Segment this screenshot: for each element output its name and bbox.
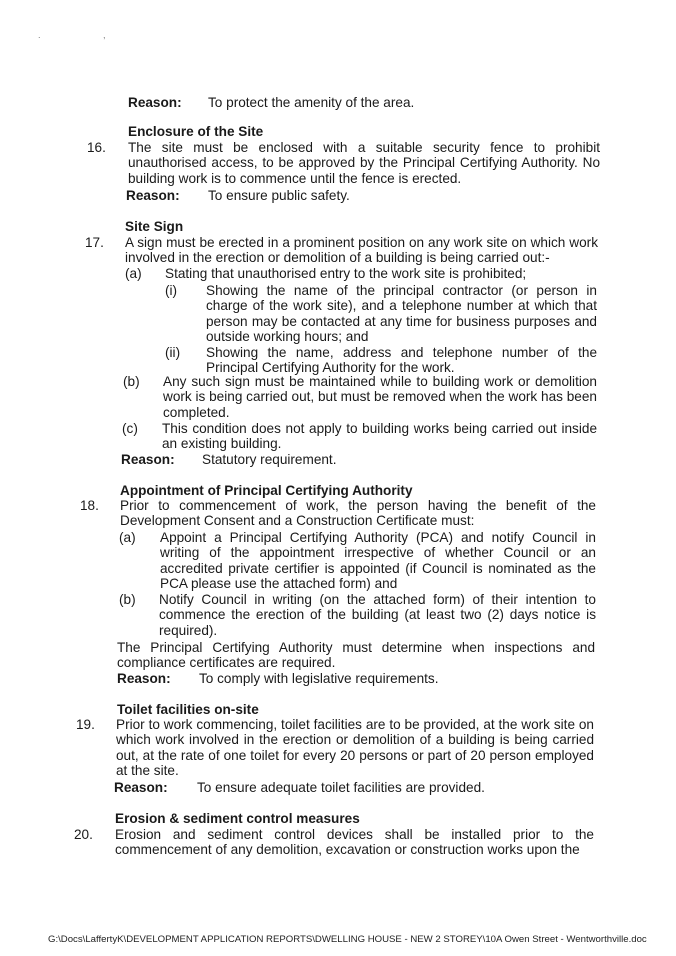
item-a-label: (a): [125, 266, 142, 281]
item-c-label: (c): [122, 421, 138, 436]
reason-label: Reason:: [128, 95, 182, 110]
condition-20-heading: Erosion & sediment control measures: [115, 811, 360, 826]
condition-19-reason: [114, 780, 485, 795]
condition-16-reason: [126, 188, 350, 203]
condition-19-number: 19.: [76, 717, 95, 732]
item-b-label: (b): [123, 374, 140, 389]
condition-16-number: 16.: [87, 140, 106, 155]
condition-19-heading: Toilet facilities on-site: [117, 702, 259, 717]
item-a-text: Appoint a Principal Certifying Authority (PCA) and notify Council in writing of the appointment irrespective of whether Council or an accredited private certifier is appointed (if Council is nominated as the PCA please use the attached form) and: [160, 530, 596, 592]
item-i-label: (i): [165, 283, 178, 298]
condition-20-text: Erosion and sediment control devices shall be installed prior to the commencement of any demolition, excavation or construction works upon the: [115, 827, 594, 858]
condition-16-heading: Enclosure of the Site: [128, 124, 264, 139]
condition-16-text: The site must be enclosed with a suitable security fence to prohibit unauthorised access, to be approved by the Principal Certifying Authority. No building work is to commence until the fence is erected.: [128, 140, 600, 186]
condition-17-reason: [121, 452, 337, 467]
reason-label: Reason:: [114, 780, 168, 795]
item-b-text: Any such sign must be maintained while to building work or demolition work is being carried out, but must be removed when the work has been completed.: [163, 374, 597, 420]
reason-label: Reason:: [117, 671, 171, 686]
reason-text: To ensure public safety.: [208, 188, 350, 203]
item-ii-label: (ii): [165, 345, 181, 360]
condition-20-number: 20.: [74, 827, 93, 842]
scan-specks: . ,: [38, 30, 136, 40]
item-b-text: Notify Council in writing (on the attached form) of their intention to commence the erection of the building (at least two (2) days notice is required).: [159, 592, 596, 638]
item-c-text: This condition does not apply to building works being carried out inside an existing building.: [162, 421, 597, 452]
reason-label: Reason:: [126, 188, 180, 203]
condition-17-number: 17.: [85, 235, 104, 250]
condition-18-heading: Appointment of Principal Certifying Authority: [120, 483, 413, 498]
condition-17-text: A sign must be erected in a prominent position on any work site on which work involved in the erection or demolition of a building is being carried out:-: [125, 235, 598, 266]
reason-text: Statutory requirement.: [202, 452, 337, 467]
item-b-label: (b): [119, 592, 136, 607]
item-a-label: (a): [119, 530, 136, 545]
condition-18-after: The Principal Certifying Authority must determine when inspections and compliance certificates are required.: [117, 640, 595, 671]
top-reason: [128, 95, 414, 110]
condition-18-reason: [117, 671, 439, 686]
condition-18-text: Prior to commencement of work, the person having the benefit of the Development Consent and a Construction Certificate must:: [120, 498, 596, 529]
condition-18-number: 18.: [80, 498, 99, 513]
reason-text: To comply with legislative requirements.: [199, 671, 439, 686]
item-ii-text: Showing the name, address and telephone number of the Principal Certifying Authority for the work.: [206, 345, 597, 376]
footer-file-path: G:\Docs\LaffertyK\DEVELOPMENT APPLICATION REPORTS\DWELLING HOUSE - NEW 2 STOREY\10A Owen Street - Wentworthville.doc: [48, 934, 647, 945]
condition-17-heading: Site Sign: [125, 219, 184, 234]
item-i-text: Showing the name of the principal contractor (or person in charge of the work site), and a telephone number at which that person may be contacted at any time for business purposes and outside working hours; and: [206, 283, 597, 345]
reason-text: To ensure adequate toilet facilities are provided.: [197, 780, 485, 795]
reason-label: Reason:: [121, 452, 175, 467]
condition-19-text: Prior to work commencing, toilet facilities are to be provided, at the work site on which work involved in the erection or demolition of a building is being carried out, at the rate of one toilet for every 20 persons or part of 20 person employed at the site.: [116, 717, 594, 779]
item-a-text: Stating that unauthorised entry to the work site is prohibited;: [165, 266, 527, 281]
reason-text: To protect the amenity of the area.: [208, 95, 415, 110]
